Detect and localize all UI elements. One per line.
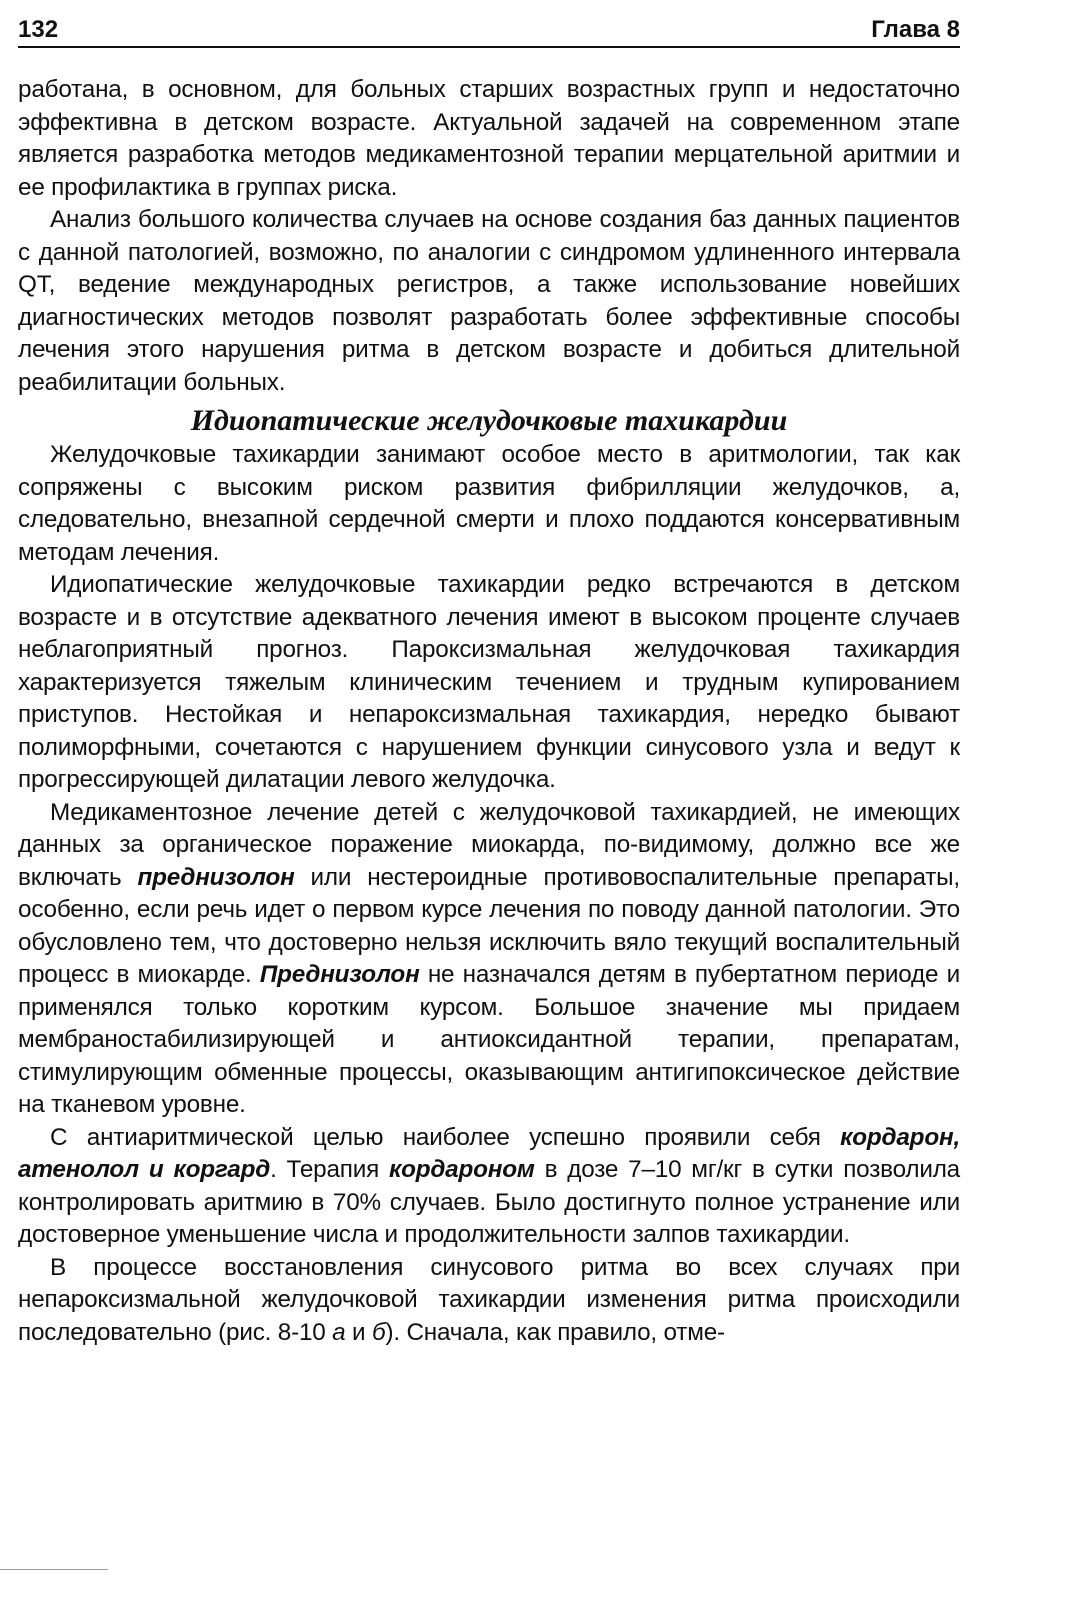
text-run: В процессе восстановления синусового ритма во всех случаях при непароксизмальной желудочковой тахикардии изменения ритма происходили последовательно (рис. 8-10 xyxy=(18,1253,960,1346)
text-run: С антиаритмической целью наиболее успешно проявили себя xyxy=(50,1123,841,1151)
drug-name: кордарон, атенолол и коргард xyxy=(18,1123,960,1183)
text-run: . Терапия xyxy=(270,1156,389,1183)
drug-name: преднизолон xyxy=(137,863,295,891)
figure-ref: а xyxy=(332,1318,346,1346)
chapter-title: Глава 8 xyxy=(871,16,960,43)
paragraph-7 xyxy=(18,1252,960,1350)
section-heading: Идиопатические желудочковые тахикардии xyxy=(190,404,788,437)
paragraph-3: Желудочковые тахикардии занимают особое место в аритмологии, так как сопряжены с высоким риском развития фибрилляции желудочков, а, следовательно, внезапной сердечной смерти и плохо поддаются консервативным методам лечения. xyxy=(18,441,960,566)
paragraph-4: Идиопатические желудочковые тахикардии редко встречаются в детском возрасте и в отсутствие адекватного лечения имеют в высоком проценте случаев неблагоприятный прогноз. Пароксизмальная желудочковая тахикардия характеризуется тяжелым клиническим течением и трудным купированием приступов. Нестойкая и непароксизмальная тахикардия, нередко бывают полиморфными, сочетаются с нарушением функции синусового узла и ведут к прогрессирующей дилатации левого желудочка. xyxy=(18,571,960,793)
page-number: 132 xyxy=(18,16,59,43)
page-header xyxy=(18,14,960,48)
text-run: или нестероидные противовоспалительные препараты, особенно, если речь идет о первом курсе лечения по поводу данной патологии. Это обусловлено тем, что достоверно нельзя исключить вяло текущий воспалительный процесс в миокарде. xyxy=(18,863,960,988)
drug-name: Преднизолон xyxy=(259,961,420,988)
text-run: Медикаментозное лечение детей с желудочковой тахикардией, не имеющих данных за органическое поражение миокарда, по-видимому, должно все же включать xyxy=(18,798,960,891)
paragraph-6 xyxy=(18,1122,960,1252)
text-run: ). Сначала, как правило, отме- xyxy=(385,1318,725,1346)
text-run: не назначался детям в пубертатном периоде и применялся только коротким курсом. Большое значение мы придаем мембраностабилизирующей и антиоксидантной терапии, препаратам, стимулирующим обменные процессы, оказывающим антигипоксическое действие на тканевом уровне. xyxy=(18,961,960,1118)
text-run: и xyxy=(345,1318,372,1346)
text-run: в дозе 7–10 мг/кг в сутки позволила контролировать аритмию в 70% случаев. Было достигнуто полное устранение или достоверное уменьшение числа и продолжительности залпов тахикардии. xyxy=(18,1156,960,1248)
paragraph-1: работана, в основном, для больных старших возрастных групп и недостаточно эффективна в детском возрасте. Актуальной задачей на современном этапе является разработка методов медикаментозной терапии мерцательной аритмии и ее профилактика в группах риска. xyxy=(18,76,960,201)
drug-name: кордароном xyxy=(388,1156,535,1183)
figure-ref: б xyxy=(371,1318,386,1346)
footer-rule xyxy=(0,1569,108,1570)
page-body xyxy=(18,74,960,1349)
paragraph-5 xyxy=(18,797,960,1122)
paragraph-2: Анализ большого количества случаев на основе создания баз данных пациентов с данной патологией, возможно, по аналогии с синдромом удлиненного интервала QT, ведение международных регистров, а также использование новейших диагностических методов позволят разработать более эффективные способы лечения этого нарушения ритма в детском возрасте и добиться длительной реабилитации больных. xyxy=(18,206,960,396)
